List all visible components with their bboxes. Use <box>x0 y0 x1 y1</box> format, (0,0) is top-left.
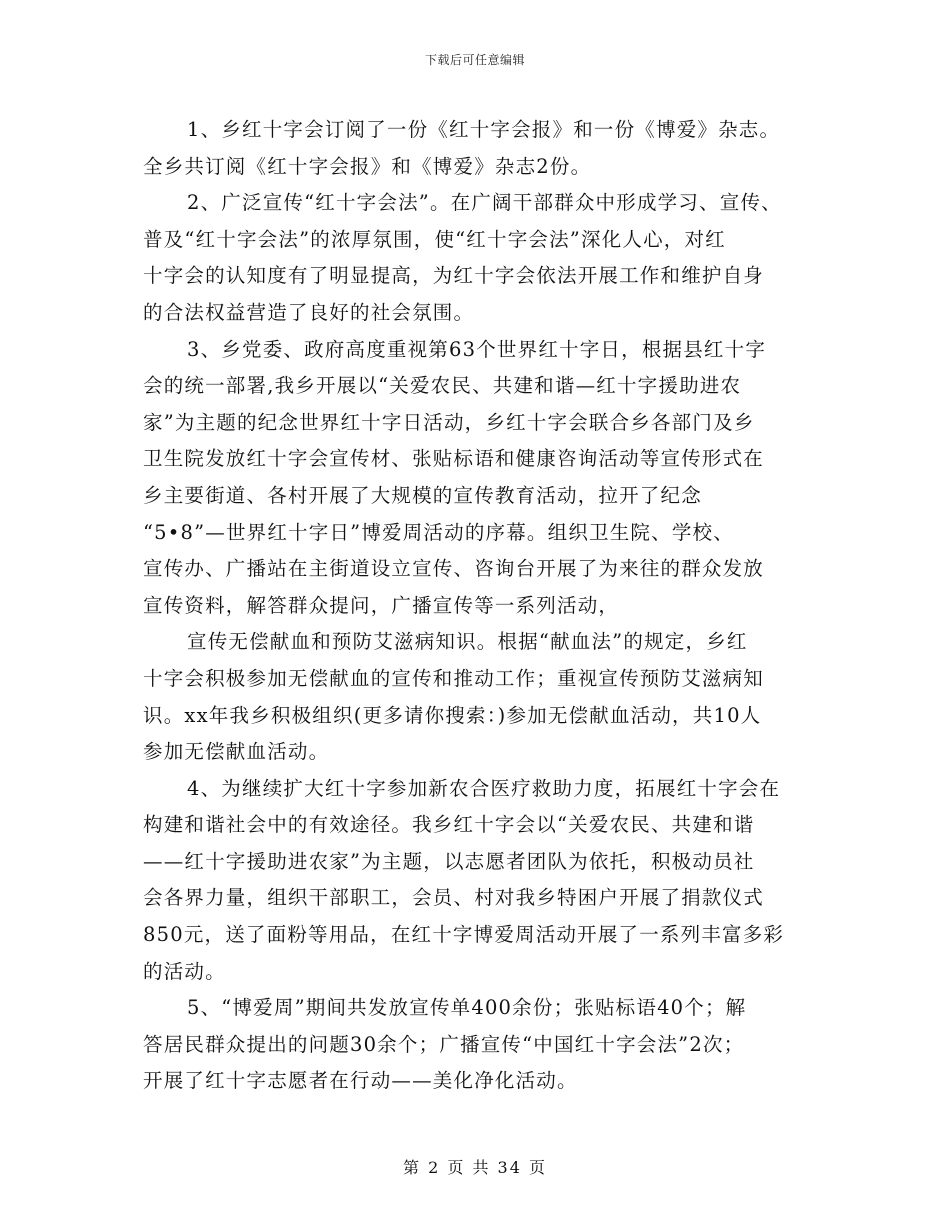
text-line: ——红十字援助进农家”为主题，以志愿者团队为依托，积极动员社 <box>143 849 755 873</box>
text-line: 构建和谐社会中的有效途径。我乡红十字会以“关爱农民、共建和谐 <box>143 813 755 837</box>
text-line: 会各界力量，组织干部职工，会员、村对我乡特困户开展了捐款仪式 <box>143 886 765 910</box>
text-line: 宣传无偿献血和预防艾滋病知识。根据“献血法”的规定，乡红 <box>187 630 748 654</box>
text-line: 3、乡党委、政府高度重视第63个世界红十字日，根据县红十字 <box>187 337 767 361</box>
text-line: 乡主要街道、各村开展了大规模的宣传教育活动，拉开了纪念 <box>143 483 702 507</box>
text-line: 十字会的认知度有了明显提高，为红十字会依法开展工作和维护自身 <box>143 264 765 288</box>
document-body <box>143 112 823 1100</box>
text-line: 家”为主题的纪念世界红十字日活动，乡红十字会联合乡各部门及乡 <box>143 410 755 434</box>
text-line: 的合法权益营造了良好的社会氛围。 <box>143 300 475 324</box>
text-line: 开展了红十字志愿者在行动——美化净化活动。 <box>143 1069 578 1093</box>
text-line: 的活动。 <box>143 959 226 983</box>
text-line: 会的统一部署,我乡开展以“关爱农民、共建和谐—红十字援助进农 <box>143 374 742 398</box>
text-line: 1、乡红十字会订阅了一份《红十字会报》和一份《博爱》杂志。 <box>187 118 781 141</box>
text-line: 2、广泛宣传“红十字会法”。在广阔干部群众中形成学习、宣传、 <box>187 191 782 215</box>
text-line: 宣传资料，解答群众提问，广播宣传等一系列活动， <box>143 593 620 617</box>
text-line: “5•8”—世界红十字日”博爱周活动的序幕。组织卫生院、学校、 <box>143 520 734 544</box>
text-line: 5、“博爱周”期间共发放宣传单400余份；张贴标语40个；解 <box>187 996 747 1020</box>
text-line: 全乡共订阅《红十字会报》和《博爱》杂志2份。 <box>143 154 592 178</box>
page-header-note: 下载后可任意编辑 <box>424 53 525 67</box>
text-line: 识。xx年我乡积极组织(更多请你搜索：)参加无偿献血活动，共10人 <box>143 703 762 727</box>
text-line: 850元，送了面粉等用品，在红十字博爱周活动开展了一系列丰富多彩 <box>143 923 785 947</box>
text-line: 宣传办、广播站在主街道设立宣传、咨询台开展了为来往的群众发放 <box>143 557 765 581</box>
page-number-footer: 第 2 页 共 34 页 <box>403 1158 547 1177</box>
text-line: 卫生院发放红十字会宣传材、张贴标语和健康咨询活动等宣传形式在 <box>143 447 765 471</box>
text-line: 参加无偿献血活动。 <box>143 740 330 764</box>
text-line: 答居民群众提出的问题30余个；广播宣传“中国红十字会法”2次； <box>143 1032 745 1056</box>
text-line: 普及“红十字会法”的浓厚氛围，使“红十字会法”深化人心，对红 <box>143 227 726 251</box>
text-line: 十字会积极参加无偿献血的宣传和推动工作；重视宣传预防艾滋病知 <box>143 666 765 690</box>
text-line: 4、为继续扩大红十字参加新农合医疗救助力度，拓展红十字会在 <box>187 776 781 800</box>
